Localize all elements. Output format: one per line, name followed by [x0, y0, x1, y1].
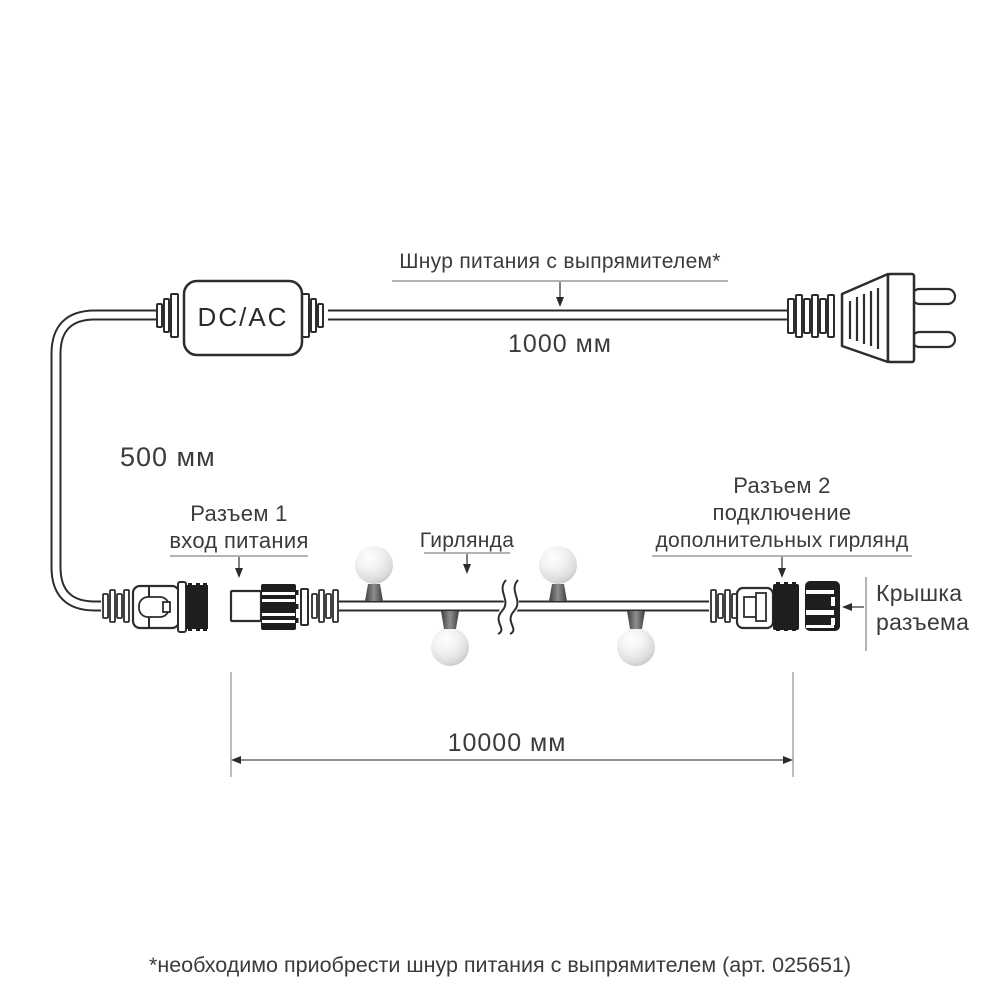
label-garland-length: 10000 мм: [447, 729, 567, 757]
arrow-down-icon: [778, 568, 786, 578]
male-nut: [261, 584, 299, 630]
plug-face: [888, 274, 914, 362]
label-connector1-line1: Разъем 1: [190, 501, 288, 526]
dimension-garland-length: [231, 672, 793, 777]
connector2-inner-b: [756, 593, 766, 621]
male-tip: [231, 591, 261, 621]
leader-connector1: [170, 556, 308, 578]
female-flange: [178, 582, 186, 632]
leader-cap: [842, 577, 866, 651]
female-black-sleeve: [186, 583, 208, 631]
leader-connector2: [652, 556, 912, 578]
plug-bellows: [788, 295, 834, 337]
label-connector2-line2: подключение: [712, 500, 852, 525]
bulb-up-2: [539, 546, 577, 601]
arrow-down-icon: [556, 297, 564, 307]
connector2-black-sleeve: [773, 582, 799, 631]
bulb-down-2: [617, 611, 655, 666]
connector2-inner-a: [744, 597, 756, 617]
arrow-left-icon: [842, 603, 852, 611]
converter-strain-relief-right: [302, 294, 323, 337]
plug-prongs: [912, 289, 955, 347]
label-connector2-line1: Разъем 2: [733, 473, 831, 498]
label-connector1-line2: вход питания: [169, 528, 309, 553]
arrow-right-icon: [783, 756, 793, 764]
label-connector2-line3: дополнительных гирлянд: [655, 529, 909, 552]
arrow-left-icon: [231, 756, 241, 764]
leader-power-cord: [392, 281, 728, 307]
power-plug: [787, 274, 955, 362]
label-lead-length: 500 мм: [120, 442, 216, 472]
arrow-down-icon: [463, 564, 471, 574]
connector1-female: [101, 582, 208, 632]
leader-garland: [424, 553, 510, 574]
female-inner-key: [163, 602, 170, 612]
label-power-cord: Шнур питания с выпрямителем*: [399, 250, 721, 273]
male-ring: [301, 589, 308, 625]
bulb-up-1: [355, 546, 393, 601]
label-power-cord-length: 1000 мм: [508, 330, 612, 358]
arrow-down-icon: [235, 568, 243, 578]
footnote: *необходимо приобрести шнур питания с выпрямителем (арт. 025651): [148, 953, 852, 977]
connector2: [709, 582, 799, 631]
converter-label: DC/AC: [197, 302, 289, 332]
dc-ac-converter: [157, 281, 323, 355]
bulb-down-1: [431, 611, 469, 666]
label-cap-line2: разъема: [876, 609, 970, 635]
connector-cap: [805, 581, 840, 631]
label-cap-line1: Крышка: [876, 580, 963, 606]
connector1-male: [231, 584, 339, 630]
label-garland: Гирлянда: [419, 529, 515, 552]
converter-strain-relief-left: [157, 294, 178, 337]
